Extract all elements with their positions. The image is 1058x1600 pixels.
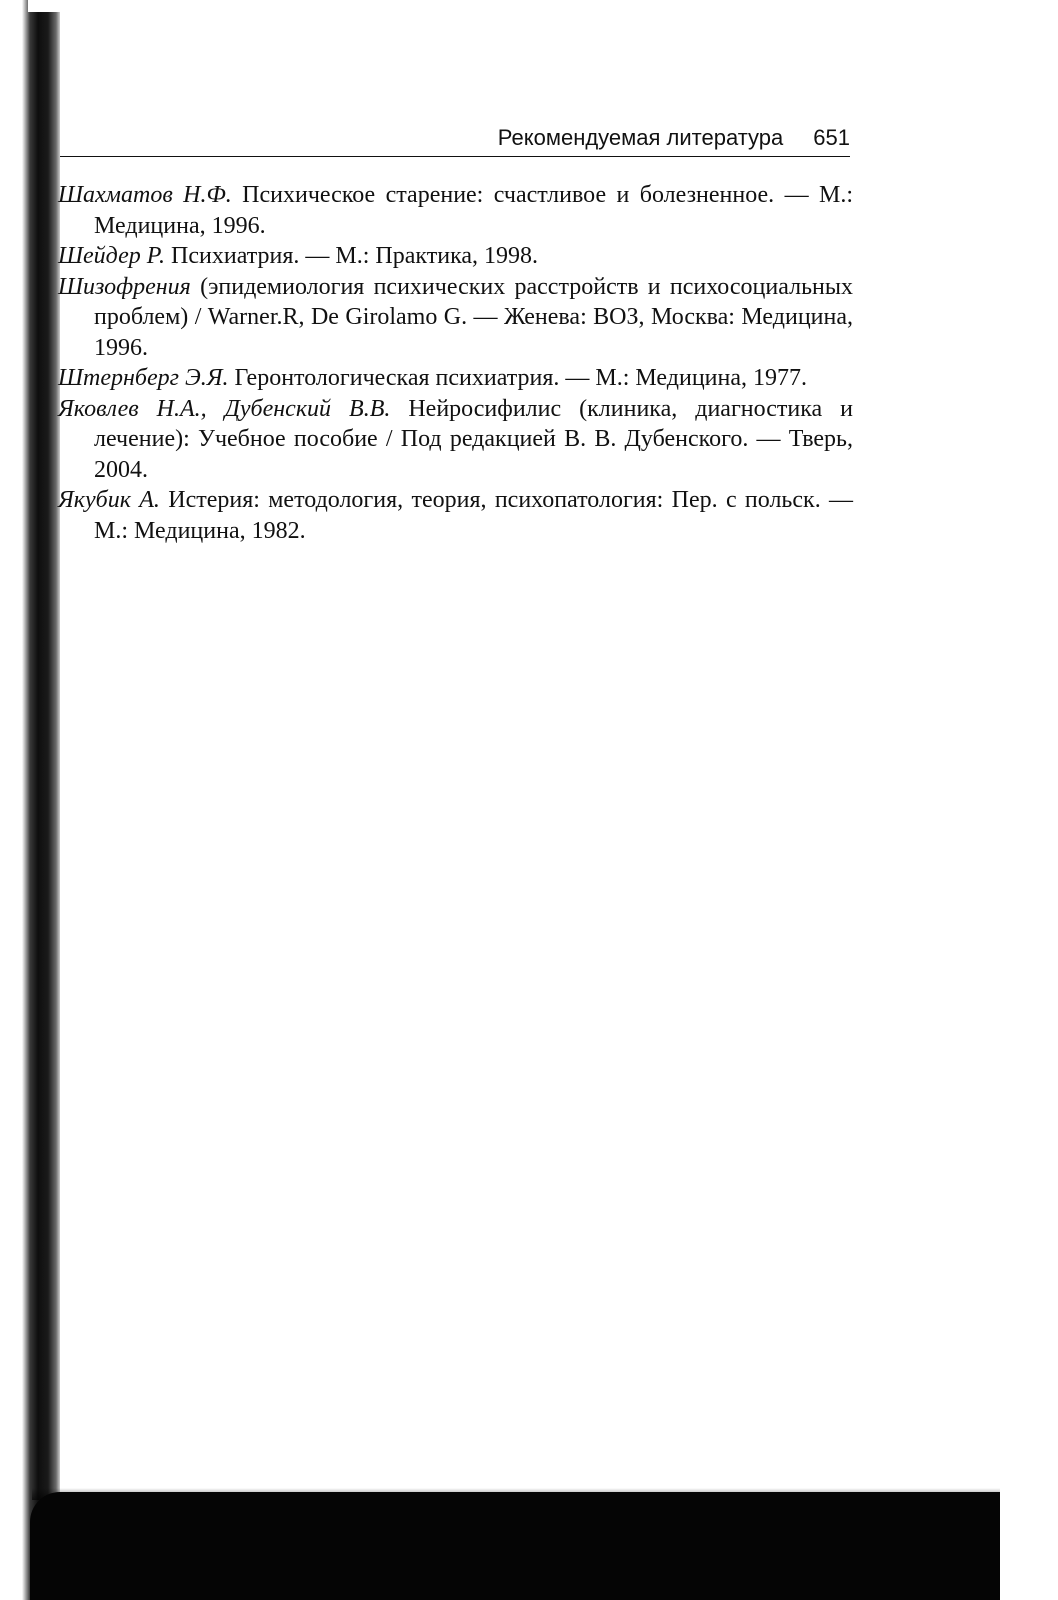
running-header [60, 125, 850, 155]
reference-entry [58, 485, 853, 546]
reference-entry [58, 241, 853, 272]
reference-entry [58, 363, 853, 394]
section-title: Рекомендуемая литература [497, 125, 784, 150]
reference-list [58, 180, 853, 546]
reference-author: Шизофрения [58, 273, 191, 300]
reference-author: Штернберг Э.Я. [58, 365, 229, 391]
reference-entry [58, 180, 853, 241]
scan-bottom-band [30, 1492, 1000, 1600]
reference-entry [58, 394, 853, 486]
reference-text: Психиатрия. — М.: Практика, 1998. [165, 243, 539, 269]
reference-text: Психическое старение: счастливое и болезненное. — М.: Медицина, 1996. [94, 182, 853, 239]
reference-text: Истерия: методология, теория, психопатология: Пер. с польск. — М.: Медицина, 1982. [94, 487, 854, 544]
reference-author: Шейдер Р. [58, 243, 166, 269]
reference-text: Нейросифилис (клиника, диагностика и лечение): Учебное пособие / Под редакцией В. В. Дубенского. — Тверь, 2004. [94, 395, 853, 483]
reference-author: Яковлев Н.А., Дубенский В.В. [58, 395, 391, 422]
spine-top-gap [28, 0, 62, 12]
reference-author: Шахматов Н.Ф. [58, 182, 232, 208]
reference-entry [58, 272, 853, 364]
page-number: 651 [813, 125, 850, 150]
reference-text: (эпидемиология психических расстройств и психосоциальных проблем) / Warner.R, De Girolamo G. — Женева: ВОЗ, Москва: Медицина, 1996. [94, 273, 853, 361]
reference-author: Якубик А. [58, 487, 160, 513]
header-rule [60, 156, 850, 157]
book-spine-shadow [0, 0, 60, 1600]
reference-text: Геронтологическая психиатрия. — М.: Медицина, 1977. [228, 365, 808, 391]
